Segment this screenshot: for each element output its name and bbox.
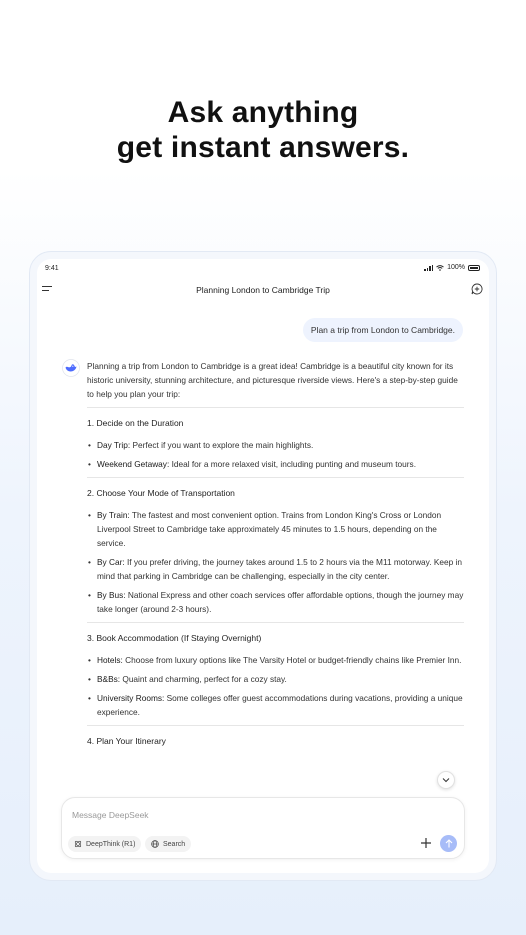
item-text: Ideal for a more relaxed visit, including punting and museum tours. (169, 459, 416, 469)
search-label: Search (163, 840, 186, 848)
item-label: By Bus: (97, 590, 126, 600)
item-label: Day Trip: (97, 440, 131, 450)
list-item (87, 691, 464, 719)
item-text: If you prefer driving, the journey takes around 1.5 to 2 hours via the M11 motorway. Keep in mind that parking in Cambridge can be challenging, especially in the city center. (97, 557, 462, 581)
status-bar (37, 259, 489, 277)
list-item (87, 588, 464, 616)
list-item (87, 672, 464, 686)
hero-line-2: get instant answers. (116, 131, 410, 164)
divider (87, 407, 464, 408)
chevron-down-icon (442, 777, 450, 783)
message-composer (61, 797, 465, 859)
list-item (87, 457, 464, 471)
new-chat-icon[interactable] (471, 283, 483, 295)
search-toggle[interactable] (145, 836, 191, 852)
assistant-answer (87, 359, 464, 756)
item-label: Weekend Getaway: (97, 459, 170, 469)
deepseek-logo (62, 359, 80, 377)
item-text: National Express and other coach services offer affordable options, though the journey may take longer (around 2-3 hours). (97, 590, 464, 614)
answer-intro: Planning a trip from London to Cambridge is a great idea! Cambridge is a beautiful city known for its historic university, stunning architecture, and picturesque riverside views. Here's a step-by-step guide to help you plan your trip: (87, 361, 458, 399)
deepthink-toggle[interactable] (68, 836, 141, 852)
item-text: The fastest and most convenient option. Trains from London King's Cross or London Liverpool Street to Cambridge take approximately 45 minutes to 1.5 hours, depending on the service. (97, 510, 442, 548)
section-list (87, 438, 464, 471)
deepthink-label: DeepThink (R1) (86, 840, 136, 848)
divider (87, 622, 464, 623)
item-text: Perfect if you want to explore the main highlights. (130, 440, 314, 450)
item-label: By Train: (97, 510, 130, 520)
plus-icon[interactable] (419, 836, 433, 850)
section-list (87, 653, 464, 719)
status-indicators (424, 264, 480, 271)
section-list (87, 508, 464, 616)
globe-icon (151, 840, 159, 848)
hero-line-1: Ask anything (167, 96, 359, 129)
hero-headline (0, 95, 526, 165)
list-item (87, 438, 464, 452)
section-title: 3. Book Accommodation (If Staying Overnight) (87, 633, 262, 643)
section-title: 4. Plan Your Itinerary (87, 736, 166, 746)
list-item (87, 555, 464, 583)
signal-icon (424, 265, 433, 271)
atom-icon (74, 840, 82, 848)
send-button[interactable] (440, 835, 457, 852)
wifi-icon (436, 265, 444, 271)
item-text: Choose from luxury options like The Varsity Hotel or budget-friendly chains like Premier Inn. (122, 655, 462, 665)
item-label: Hotels: (97, 655, 123, 665)
section-title: 1. Decide on the Duration (87, 418, 184, 428)
item-text: Some colleges offer guest accommodations during vacations, providing a unique experience. (97, 693, 463, 717)
list-item (87, 508, 464, 550)
user-message-bubble: Plan a trip from London to Cambridge. (303, 318, 463, 342)
battery-percent: 100% (447, 264, 465, 271)
content-fade (37, 787, 489, 797)
chat-title: Planning London to Cambridge Trip (196, 285, 330, 295)
item-label: By Car: (97, 557, 125, 567)
status-time: 9:41 (45, 265, 59, 272)
item-label: University Rooms: (97, 693, 165, 703)
app-screen (37, 259, 489, 873)
item-text: Quaint and charming, perfect for a cozy stay. (120, 674, 287, 684)
scroll-to-bottom-button[interactable] (437, 771, 455, 789)
chat-header (37, 281, 489, 299)
message-input[interactable] (72, 808, 452, 822)
list-item (87, 653, 464, 667)
battery-icon (468, 265, 480, 271)
item-label: B&Bs: (97, 674, 121, 684)
arrow-up-icon (445, 839, 453, 848)
divider (87, 477, 464, 478)
divider (87, 725, 464, 726)
section-title: 2. Choose Your Mode of Transportation (87, 488, 235, 498)
